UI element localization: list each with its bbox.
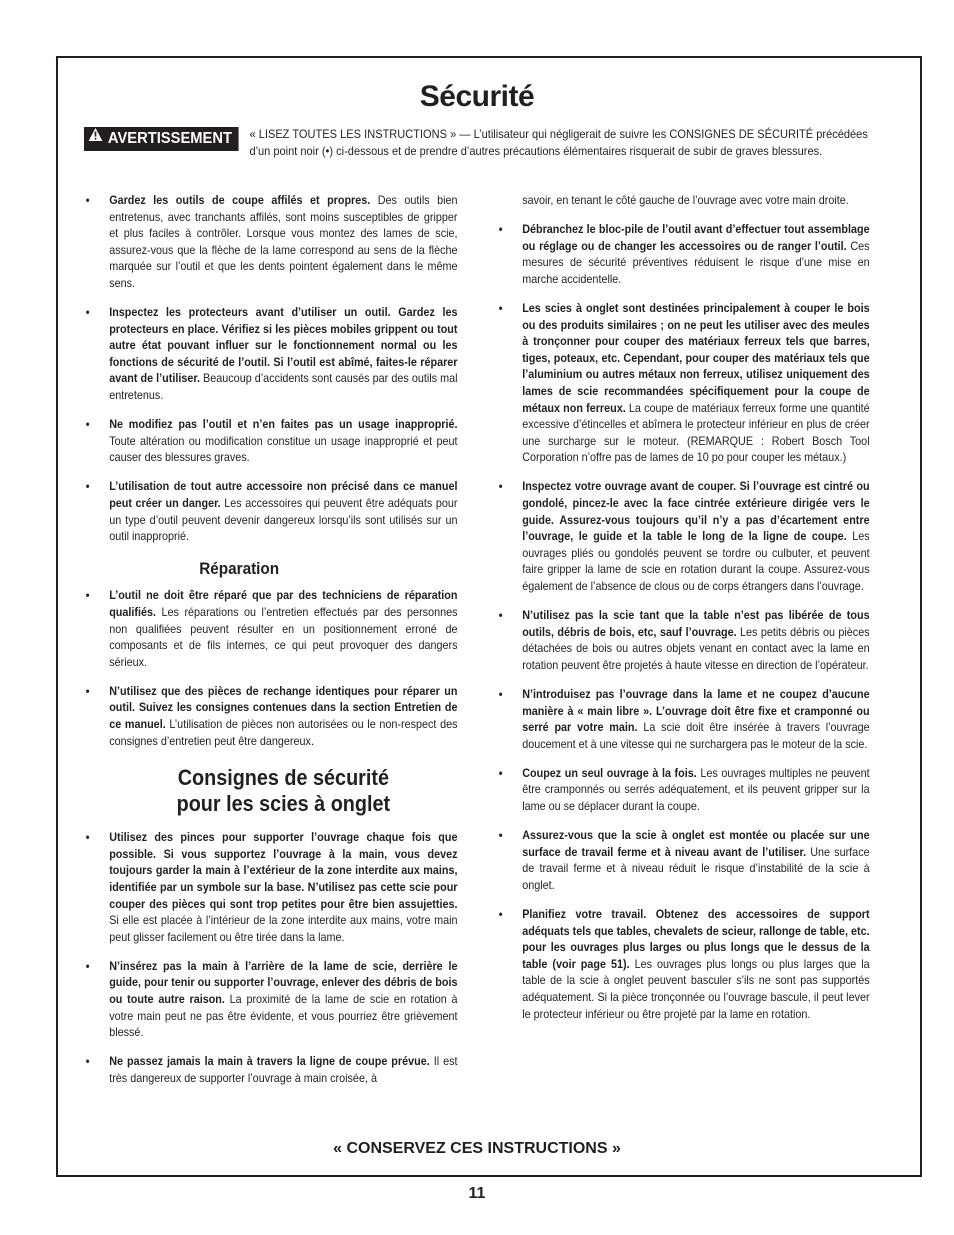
safety-item-text: L’utilisation de pièces non autorisées ou le non-respect des consignes d’entretien peut être dangereux. [109,717,458,748]
continuation-text: savoir, en tenant le côté gauche de l’ouvrage avec votre main droite. [522,193,849,207]
page-number: 11 [468,1185,486,1202]
safety-item-bold: Planifiez votre travail. Obtenez des accessoires de support adéquats tels que tables, chevalets de scieur, rallonge de table, etc. pour les ouvrages plus larges ou plus longs que le dessus de la table (voir page 51). [522,906,870,971]
safety-item-text: Une surface de travail ferme et à niveau réduit le risque d’instabilité de la scie à onglet. [522,844,870,892]
bullet: • [85,193,90,207]
safety-item-bold: Ne passez jamais la main à travers la ligne de coupe prévue. [109,1054,430,1069]
safety-item [84,829,458,945]
warning-label: AVERTISSEMENT [107,130,232,147]
safety-item-text: Des outils bien entretenus, avec tranchants affilés, sont moins susceptibles de gripper et plus faciles à contrôler. Lorsque vous montez des lames de scie, assurez-vous que la flèche de la lame correspond au sens de la flèche marquée sur l’outil et que les dents pointent également dans le même sens. [109,193,458,290]
bullet: • [498,222,503,237]
safety-item [497,607,870,673]
safety-item-text: Ces mesures de sécurité préventives réduisent le risque d’une mise en marche accidentelle. [522,238,870,286]
safety-item [84,958,458,1041]
safety-item-text: La proximité de la lame de scie en rotation à votre main peut ne pas être évidente, et vous pourriez être grièvement blessé. [109,992,458,1040]
bullet: • [498,300,503,315]
bullet: • [85,479,90,494]
miter-heading-line2: pour les scies à onglet [176,791,391,817]
safety-item-bold: L’utilisation de tout autre accessoire non précisé dans ce manuel peut créer un danger. [109,479,458,510]
safety-item [84,587,458,670]
safety-item-bold: N’utilisez pas la scie tant que la table n’est pas libérée de tous outils, débris de bois, etc, sauf l’ouvrage. [522,608,870,639]
bullet: • [498,828,503,843]
safety-item-bold: Inspectez votre ouvrage avant de couper. Si l’ouvrage est cintré ou gondolé, pincez-le avec la face cintrée extérieure dirigée vers le guide. Assurez-vous toujours qu’il n’y a pas d’écartement entre l’ouvrage, le guide et la table le long de la ligne de coupe. [522,479,870,544]
safety-item-bold: Utilisez des pinces pour supporter l’ouvrage chaque fois que possible. Si vous supportez l’ouvrage à la main, vous devez toujours garder la main à l’extérieur de la zone interdite aux mains, identifiée par un symbole sur la base. N’utilisez pas cette scie pour couper des pièces qui sont trop petites pour être bien assujetties. [109,830,458,911]
safety-item-bold: N’insérez pas la main à l’arrière de la lame de scie, derrière le guide, pour tenir ou supporter l’ouvrage, enlever des débris de bois ou toute autre raison. [109,958,458,1007]
bullet: • [498,686,503,701]
safety-item-bold: Ne modifiez pas l’outil et n’en faites pas un usage inapproprié. [109,417,458,432]
safety-item-bold: Assurez-vous que la scie à onglet est montée ou placée sur une surface de travail ferme et à niveau avant de l’utiliser. [522,828,870,859]
bullet: • [85,958,90,973]
warning-text: « LISEZ TOUTES LES INSTRUCTIONS » — L’utilisateur qui négligerait de suivre les CONSIGNES DE SÉCURITÉ précédées d’un point noir (•) ci-dessous et de prendre d’autres précautions élémentaires risquerait de subir de graves blessures. [249,127,868,158]
safety-item-text: La coupe de matériaux ferreux forme une quantité excessive d’étincelles et abîmera le protecteur inférieur en plus de créer une surcharge sur le moteur. (REMARQUE : Robert Bosch Tool Corporation n’offre pas de lames de 10 po pour couper les métaux.) [522,400,870,465]
safety-item [497,221,870,287]
safety-item-bold: Les scies à onglet sont destinées principalement à couper le bois ou des produits similaires ; on ne peut les utiliser avec des meules à tronçonner pour couper des matériaux ferreux tels que barres, tiges, poteaux, etc. Cependant, pour couper des matériaux tels que l’aluminium ou autres métaux non ferreux, utilisez uniquement des lames de scie recommandées spécifiquement pour la coupe de métaux non ferreux. [522,300,870,415]
safety-item [84,478,458,544]
miter-saw-heading [84,765,458,817]
bullet: • [498,479,503,494]
bullet: • [85,1054,90,1069]
safety-item [497,478,870,594]
bullet: • [498,608,503,623]
bullet: • [85,305,90,320]
bullet: • [85,830,90,845]
safety-item-text: Les ouvrages plus longs ou plus larges que la table de la scie à onglet peuvent basculer s’ils ne sont pas supportés adéquatement. Si la pièce tronçonnée ou l’ouvrage bascule, il peut lever le protecteur inférieur ou être projeté par la lame en rotation. [522,956,870,1021]
safety-item-bold: Débranchez le bloc-pile de l’outil avant d’effectuer tout assemblage ou réglage ou de changer les accessoires ou de ranger l’outil. [522,222,870,253]
repair-heading: Réparation [199,558,280,578]
bullet: • [498,906,503,921]
safety-item [84,304,458,404]
save-instructions-note: « CONSERVEZ CES INSTRUCTIONS » [333,1140,621,1157]
left-column [84,192,458,1099]
safety-item-bold: L’outil ne doit être réparé que par des techniciens de réparation qualifiés. [109,588,458,619]
safety-item [497,300,870,466]
warning-icon [89,125,103,149]
safety-item [84,1053,458,1086]
bullet: • [85,683,90,698]
safety-item-text: Si elle est placée à l’intérieur de la zone interdite aux mains, votre main peut glisser facilement ou être tirée dans la lame. [109,913,458,944]
safety-item [497,686,870,752]
safety-item-text: Il est très dangereux de supporter l’ouvrage à main croisée, à [109,1054,458,1085]
safety-item-bold: N’introduisez pas l’ouvrage dans la lame et ne coupez d’aucune manière à « main libre ». L’ouvrage doit être fixe et cramponné ou serré par votre main. [522,686,870,735]
safety-item-text: Les accessoires qui peuvent être adéquats pour un type d’outil peuvent devenir dangereux lorsqu’ils sont utilisés sur un outil inapproprié. [109,496,458,544]
bullet: • [85,588,90,603]
page-title: Sécurité [419,80,535,113]
safety-item [84,192,458,292]
safety-item-text: Les ouvrages multiples ne peuvent être cramponnés ou serrés adéquatement, et ils peuvent gripper sur la lame ou se déplacer durant la coupe. [522,765,870,813]
warning-badge [84,127,238,151]
miter-heading-line1: Consignes de sécurité [177,765,389,791]
safety-item-text: Beaucoup d’accidents sont causés par des outils mal entretenus. [109,371,458,403]
safety-item [84,416,458,466]
safety-item-text: Les ouvrages pliés ou gondolés peuvent se tordre ou culbuter, et peuvent faire gripper la lame de scie en rotation durant la coupe. Assurez-vous également de l’absence de clous ou de corps étrangers dans l’ouvrage. [522,529,870,593]
bullet: • [85,417,90,432]
safety-item-bold: Coupez un seul ouvrage à la fois. [522,765,697,780]
safety-item-text: Toute altération ou modification constitue un usage inapproprié et peut causer des blessures graves. [109,433,458,465]
safety-item-bold: Gardez les outils de coupe affilés et propres. [109,193,371,207]
right-column [497,192,870,1035]
safety-item [497,906,870,1022]
warning-block [84,126,868,159]
safety-item-text: Les réparations ou l’entretien effectués par des personnes non qualifiées peuvent résulter en un positionnement erroné de composants et de fils internes, ce qui peut provoquer des dangers sérieux. [109,604,458,669]
safety-item-text: La scie doit être insérée à travers l’ouvrage doucement et à une vitesse qui ne surchargera pas le moteur de la scie. [522,720,870,751]
safety-item [497,827,870,893]
safety-item [84,683,458,749]
safety-item-text: Les petits débris ou pièces détachées de bois ou autres objets venant en contact avec la lame en rotation peuvent être projetés à haute vitesse en direction de l’opérateur. [522,624,870,672]
bullet: • [498,765,503,780]
safety-item [497,765,870,815]
safety-item-bold: Inspectez les protecteurs avant d’utiliser un outil. Gardez les protecteurs en place. Vérifiez si les pièces mobiles grippent ou tout autre état pouvant influer sur le fonctionnement normal ou les fonctions de sécurité de l’outil. Si l’outil est abîmé, faites-le réparer avant de l’utiliser. [109,305,458,386]
safety-item-bold: N’utilisez que des pièces de rechange identiques pour réparer un outil. Suivez les consignes contenues dans la section Entretien de ce manuel. [109,683,458,732]
